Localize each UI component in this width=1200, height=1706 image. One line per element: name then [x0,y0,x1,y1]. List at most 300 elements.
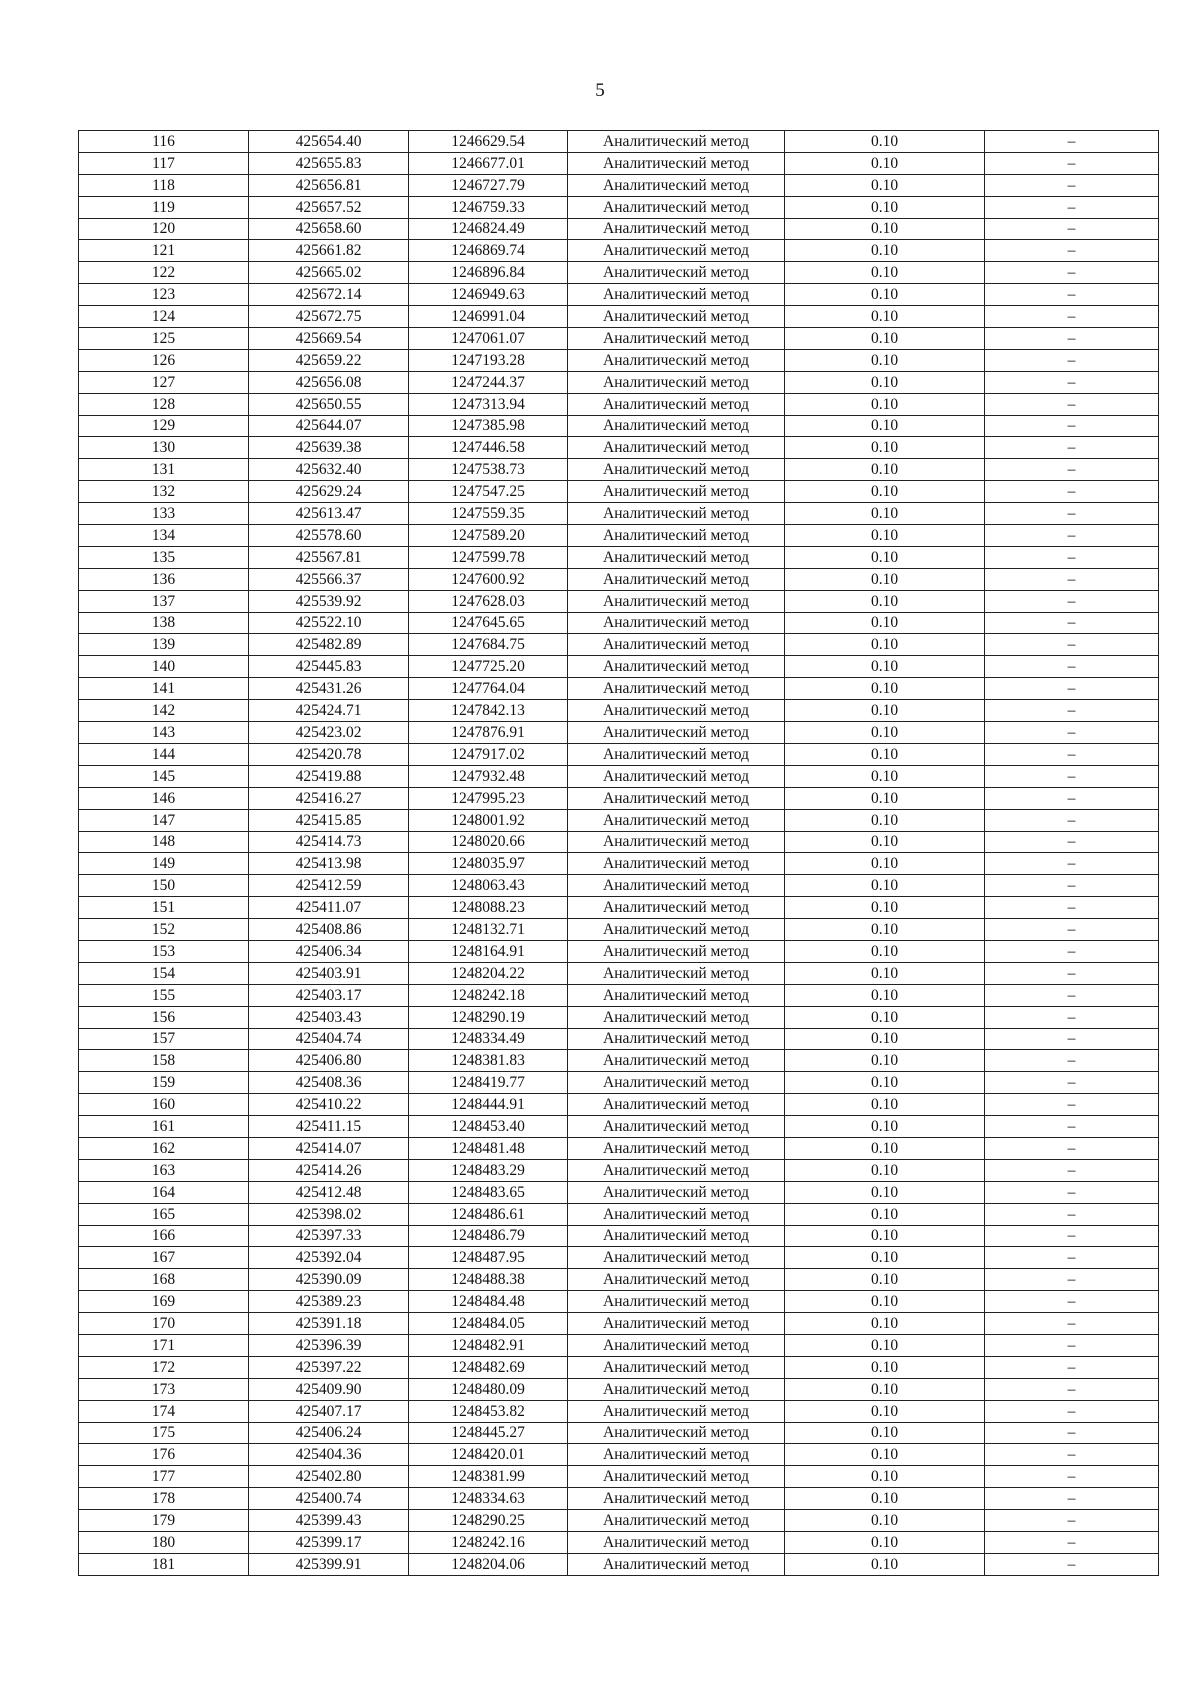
point-number-cell: 130 [79,437,249,459]
table-row [79,1444,1159,1466]
point-number-cell: 161 [79,1116,249,1138]
dash-cell: – [985,787,1159,809]
y-coordinate-cell: 1247313.94 [409,393,568,415]
table-row [79,568,1159,590]
accuracy-cell: 0.10 [785,1510,985,1532]
y-coordinate-cell: 1248242.18 [409,984,568,1006]
point-number-cell: 172 [79,1356,249,1378]
table-row [79,546,1159,568]
dash-cell: – [985,1444,1159,1466]
y-coordinate-cell: 1248020.66 [409,831,568,853]
point-number-cell: 142 [79,700,249,722]
y-coordinate-cell: 1248483.65 [409,1181,568,1203]
accuracy-cell: 0.10 [785,481,985,503]
y-coordinate-cell: 1247599.78 [409,546,568,568]
table-row [79,1072,1159,1094]
method-cell: Аналитический метод [568,1247,785,1269]
y-coordinate-cell: 1246896.84 [409,262,568,284]
x-coordinate-cell: 425657.52 [249,196,409,218]
y-coordinate-cell: 1247446.58 [409,437,568,459]
y-coordinate-cell: 1248381.99 [409,1466,568,1488]
dash-cell: – [985,503,1159,525]
accuracy-cell: 0.10 [785,612,985,634]
dash-cell: – [985,1028,1159,1050]
x-coordinate-cell: 425411.07 [249,897,409,919]
method-cell: Аналитический метод [568,787,785,809]
table-row [79,1050,1159,1072]
dash-cell: – [985,152,1159,174]
point-number-cell: 123 [79,284,249,306]
y-coordinate-cell: 1248482.91 [409,1334,568,1356]
point-number-cell: 165 [79,1203,249,1225]
x-coordinate-cell: 425403.91 [249,962,409,984]
table-row [79,240,1159,262]
y-coordinate-cell: 1246991.04 [409,306,568,328]
y-coordinate-cell: 1248483.29 [409,1159,568,1181]
point-number-cell: 120 [79,218,249,240]
x-coordinate-cell: 425445.83 [249,656,409,678]
y-coordinate-cell: 1248290.25 [409,1510,568,1532]
table-row [79,897,1159,919]
x-coordinate-cell: 425566.37 [249,568,409,590]
x-coordinate-cell: 425629.24 [249,481,409,503]
accuracy-cell: 0.10 [785,328,985,350]
y-coordinate-cell: 1247600.92 [409,568,568,590]
x-coordinate-cell: 425392.04 [249,1247,409,1269]
method-cell: Аналитический метод [568,1488,785,1510]
table-row [79,284,1159,306]
accuracy-cell: 0.10 [785,1334,985,1356]
method-cell: Аналитический метод [568,174,785,196]
table-row [79,415,1159,437]
method-cell: Аналитический метод [568,1400,785,1422]
x-coordinate-cell: 425413.98 [249,853,409,875]
x-coordinate-cell: 425397.22 [249,1356,409,1378]
x-coordinate-cell: 425644.07 [249,415,409,437]
point-number-cell: 124 [79,306,249,328]
method-cell: Аналитический метод [568,1291,785,1313]
point-number-cell: 152 [79,919,249,941]
x-coordinate-cell: 425522.10 [249,612,409,634]
accuracy-cell: 0.10 [785,174,985,196]
point-number-cell: 150 [79,875,249,897]
accuracy-cell: 0.10 [785,678,985,700]
method-cell: Аналитический метод [568,328,785,350]
y-coordinate-cell: 1247193.28 [409,349,568,371]
table-row [79,503,1159,525]
accuracy-cell: 0.10 [785,722,985,744]
y-coordinate-cell: 1247842.13 [409,700,568,722]
table-row [79,700,1159,722]
dash-cell: – [985,809,1159,831]
y-coordinate-cell: 1248484.05 [409,1313,568,1335]
y-coordinate-cell: 1248486.61 [409,1203,568,1225]
point-number-cell: 140 [79,656,249,678]
method-cell: Аналитический метод [568,1137,785,1159]
accuracy-cell: 0.10 [785,1203,985,1225]
y-coordinate-cell: 1248453.40 [409,1116,568,1138]
accuracy-cell: 0.10 [785,262,985,284]
accuracy-cell: 0.10 [785,568,985,590]
point-number-cell: 138 [79,612,249,634]
accuracy-cell: 0.10 [785,875,985,897]
accuracy-cell: 0.10 [785,459,985,481]
method-cell: Аналитический метод [568,1050,785,1072]
accuracy-cell: 0.10 [785,196,985,218]
method-cell: Аналитический метод [568,437,785,459]
method-cell: Аналитический метод [568,962,785,984]
accuracy-cell: 0.10 [785,240,985,262]
dash-cell: – [985,1510,1159,1532]
dash-cell: – [985,656,1159,678]
point-number-cell: 136 [79,568,249,590]
method-cell: Аналитический метод [568,853,785,875]
dash-cell: – [985,1422,1159,1444]
method-cell: Аналитический метод [568,481,785,503]
accuracy-cell: 0.10 [785,1225,985,1247]
y-coordinate-cell: 1248204.22 [409,962,568,984]
table-row [79,1247,1159,1269]
x-coordinate-cell: 425400.74 [249,1488,409,1510]
dash-cell: – [985,1356,1159,1378]
x-coordinate-cell: 425406.80 [249,1050,409,1072]
dash-cell: – [985,940,1159,962]
point-number-cell: 154 [79,962,249,984]
y-coordinate-cell: 1248001.92 [409,809,568,831]
point-number-cell: 171 [79,1334,249,1356]
point-number-cell: 133 [79,503,249,525]
point-number-cell: 134 [79,525,249,547]
method-cell: Аналитический метод [568,568,785,590]
dash-cell: – [985,131,1159,153]
x-coordinate-cell: 425410.22 [249,1094,409,1116]
method-cell: Аналитический метод [568,809,785,831]
dash-cell: – [985,262,1159,284]
y-coordinate-cell: 1247725.20 [409,656,568,678]
dash-cell: – [985,590,1159,612]
accuracy-cell: 0.10 [785,897,985,919]
y-coordinate-cell: 1248488.38 [409,1269,568,1291]
method-cell: Аналитический метод [568,1269,785,1291]
point-number-cell: 144 [79,743,249,765]
table-row [79,1269,1159,1291]
table-row [79,1400,1159,1422]
point-number-cell: 157 [79,1028,249,1050]
dash-cell: – [985,1378,1159,1400]
x-coordinate-cell: 425424.71 [249,700,409,722]
method-cell: Аналитический метод [568,1510,785,1532]
dash-cell: – [985,196,1159,218]
point-number-cell: 164 [79,1181,249,1203]
x-coordinate-cell: 425414.26 [249,1159,409,1181]
x-coordinate-cell: 425613.47 [249,503,409,525]
method-cell: Аналитический метод [568,984,785,1006]
y-coordinate-cell: 1248486.79 [409,1225,568,1247]
point-number-cell: 166 [79,1225,249,1247]
point-number-cell: 151 [79,897,249,919]
method-cell: Аналитический метод [568,131,785,153]
point-number-cell: 179 [79,1510,249,1532]
point-number-cell: 131 [79,459,249,481]
dash-cell: – [985,240,1159,262]
table-row [79,349,1159,371]
point-number-cell: 117 [79,152,249,174]
dash-cell: – [985,1269,1159,1291]
method-cell: Аналитический метод [568,743,785,765]
y-coordinate-cell: 1248242.16 [409,1532,568,1554]
method-cell: Аналитический метод [568,678,785,700]
table-row [79,1356,1159,1378]
table-row [79,371,1159,393]
dash-cell: – [985,897,1159,919]
dash-cell: – [985,743,1159,765]
accuracy-cell: 0.10 [785,1488,985,1510]
method-cell: Аналитический метод [568,765,785,787]
point-number-cell: 155 [79,984,249,1006]
dash-cell: – [985,349,1159,371]
point-number-cell: 141 [79,678,249,700]
method-cell: Аналитический метод [568,415,785,437]
y-coordinate-cell: 1247932.48 [409,765,568,787]
accuracy-cell: 0.10 [785,1181,985,1203]
method-cell: Аналитический метод [568,1203,785,1225]
point-number-cell: 153 [79,940,249,962]
dash-cell: – [985,919,1159,941]
y-coordinate-cell: 1248420.01 [409,1444,568,1466]
table-row [79,875,1159,897]
x-coordinate-cell: 425650.55 [249,393,409,415]
accuracy-cell: 0.10 [785,284,985,306]
x-coordinate-cell: 425402.80 [249,1466,409,1488]
dash-cell: – [985,765,1159,787]
point-number-cell: 145 [79,765,249,787]
method-cell: Аналитический метод [568,875,785,897]
table-row [79,1028,1159,1050]
x-coordinate-cell: 425639.38 [249,437,409,459]
table-row [79,853,1159,875]
method-cell: Аналитический метод [568,612,785,634]
accuracy-cell: 0.10 [785,218,985,240]
x-coordinate-cell: 425578.60 [249,525,409,547]
accuracy-cell: 0.10 [785,1247,985,1269]
method-cell: Аналитический метод [568,831,785,853]
method-cell: Аналитический метод [568,1532,785,1554]
dash-cell: – [985,1159,1159,1181]
table-row [79,1225,1159,1247]
table-row [79,1181,1159,1203]
accuracy-cell: 0.10 [785,415,985,437]
method-cell: Аналитический метод [568,459,785,481]
table-row [79,152,1159,174]
table-row [79,481,1159,503]
x-coordinate-cell: 425415.85 [249,809,409,831]
point-number-cell: 147 [79,809,249,831]
x-coordinate-cell: 425661.82 [249,240,409,262]
x-coordinate-cell: 425403.17 [249,984,409,1006]
x-coordinate-cell: 425389.23 [249,1291,409,1313]
table-row [79,1532,1159,1554]
table-row [79,722,1159,744]
dash-cell: – [985,1006,1159,1028]
method-cell: Аналитический метод [568,634,785,656]
table-row [79,809,1159,831]
dash-cell: – [985,1225,1159,1247]
dash-cell: – [985,546,1159,568]
x-coordinate-cell: 425567.81 [249,546,409,568]
accuracy-cell: 0.10 [785,1378,985,1400]
y-coordinate-cell: 1247589.20 [409,525,568,547]
table-row [79,656,1159,678]
accuracy-cell: 0.10 [785,656,985,678]
x-coordinate-cell: 425411.15 [249,1116,409,1138]
point-number-cell: 178 [79,1488,249,1510]
x-coordinate-cell: 425404.74 [249,1028,409,1050]
method-cell: Аналитический метод [568,218,785,240]
dash-cell: – [985,437,1159,459]
point-number-cell: 135 [79,546,249,568]
y-coordinate-cell: 1248453.82 [409,1400,568,1422]
y-coordinate-cell: 1248482.69 [409,1356,568,1378]
x-coordinate-cell: 425665.02 [249,262,409,284]
point-number-cell: 149 [79,853,249,875]
y-coordinate-cell: 1247385.98 [409,415,568,437]
y-coordinate-cell: 1247559.35 [409,503,568,525]
point-number-cell: 129 [79,415,249,437]
dash-cell: – [985,393,1159,415]
accuracy-cell: 0.10 [785,371,985,393]
y-coordinate-cell: 1247538.73 [409,459,568,481]
method-cell: Аналитический метод [568,1072,785,1094]
accuracy-cell: 0.10 [785,1422,985,1444]
table-row [79,940,1159,962]
accuracy-cell: 0.10 [785,984,985,1006]
y-coordinate-cell: 1248445.27 [409,1422,568,1444]
y-coordinate-cell: 1246677.01 [409,152,568,174]
point-number-cell: 174 [79,1400,249,1422]
table-row [79,678,1159,700]
dash-cell: – [985,831,1159,853]
method-cell: Аналитический метод [568,152,785,174]
method-cell: Аналитический метод [568,262,785,284]
y-coordinate-cell: 1248334.63 [409,1488,568,1510]
accuracy-cell: 0.10 [785,1466,985,1488]
point-number-cell: 121 [79,240,249,262]
table-row [79,174,1159,196]
accuracy-cell: 0.10 [785,1356,985,1378]
point-number-cell: 167 [79,1247,249,1269]
dash-cell: – [985,1553,1159,1575]
accuracy-cell: 0.10 [785,1313,985,1335]
table-row [79,1466,1159,1488]
point-number-cell: 173 [79,1378,249,1400]
x-coordinate-cell: 425397.33 [249,1225,409,1247]
table-row [79,525,1159,547]
table-row [79,459,1159,481]
dash-cell: – [985,634,1159,656]
point-number-cell: 139 [79,634,249,656]
table-row [79,1137,1159,1159]
method-cell: Аналитический метод [568,1444,785,1466]
accuracy-cell: 0.10 [785,393,985,415]
x-coordinate-cell: 425399.43 [249,1510,409,1532]
y-coordinate-cell: 1248381.83 [409,1050,568,1072]
method-cell: Аналитический метод [568,1422,785,1444]
y-coordinate-cell: 1248419.77 [409,1072,568,1094]
point-number-cell: 116 [79,131,249,153]
accuracy-cell: 0.10 [785,1094,985,1116]
accuracy-cell: 0.10 [785,809,985,831]
dash-cell: – [985,1203,1159,1225]
table-row [79,131,1159,153]
accuracy-cell: 0.10 [785,700,985,722]
dash-cell: – [985,722,1159,744]
table-row [79,1510,1159,1532]
method-cell: Аналитический метод [568,349,785,371]
method-cell: Аналитический метод [568,1159,785,1181]
method-cell: Аналитический метод [568,371,785,393]
y-coordinate-cell: 1247645.65 [409,612,568,634]
table-row [79,1334,1159,1356]
point-number-cell: 125 [79,328,249,350]
accuracy-cell: 0.10 [785,1291,985,1313]
method-cell: Аналитический метод [568,1378,785,1400]
y-coordinate-cell: 1247917.02 [409,743,568,765]
y-coordinate-cell: 1247061.07 [409,328,568,350]
accuracy-cell: 0.10 [785,152,985,174]
y-coordinate-cell: 1248480.09 [409,1378,568,1400]
x-coordinate-cell: 425654.40 [249,131,409,153]
dash-cell: – [985,525,1159,547]
y-coordinate-cell: 1248063.43 [409,875,568,897]
dash-cell: – [985,875,1159,897]
y-coordinate-cell: 1246869.74 [409,240,568,262]
dash-cell: – [985,612,1159,634]
dash-cell: – [985,1072,1159,1094]
point-number-cell: 137 [79,590,249,612]
point-number-cell: 128 [79,393,249,415]
dash-cell: – [985,568,1159,590]
method-cell: Аналитический метод [568,700,785,722]
accuracy-cell: 0.10 [785,1137,985,1159]
dash-cell: – [985,1050,1159,1072]
x-coordinate-cell: 425408.86 [249,919,409,941]
point-number-cell: 170 [79,1313,249,1335]
table-row [79,328,1159,350]
y-coordinate-cell: 1248444.91 [409,1094,568,1116]
y-coordinate-cell: 1248334.49 [409,1028,568,1050]
x-coordinate-cell: 425396.39 [249,1334,409,1356]
method-cell: Аналитический метод [568,503,785,525]
table-row [79,196,1159,218]
dash-cell: – [985,1400,1159,1422]
point-number-cell: 122 [79,262,249,284]
page-number: 5 [595,80,605,101]
x-coordinate-cell: 425408.36 [249,1072,409,1094]
table-row [79,634,1159,656]
y-coordinate-cell: 1247995.23 [409,787,568,809]
table-row [79,1094,1159,1116]
accuracy-cell: 0.10 [785,503,985,525]
point-number-cell: 176 [79,1444,249,1466]
x-coordinate-cell: 425391.18 [249,1313,409,1335]
accuracy-cell: 0.10 [785,1532,985,1554]
accuracy-cell: 0.10 [785,1159,985,1181]
method-cell: Аналитический метод [568,1356,785,1378]
dash-cell: – [985,218,1159,240]
method-cell: Аналитический метод [568,656,785,678]
point-number-cell: 156 [79,1006,249,1028]
method-cell: Аналитический метод [568,940,785,962]
